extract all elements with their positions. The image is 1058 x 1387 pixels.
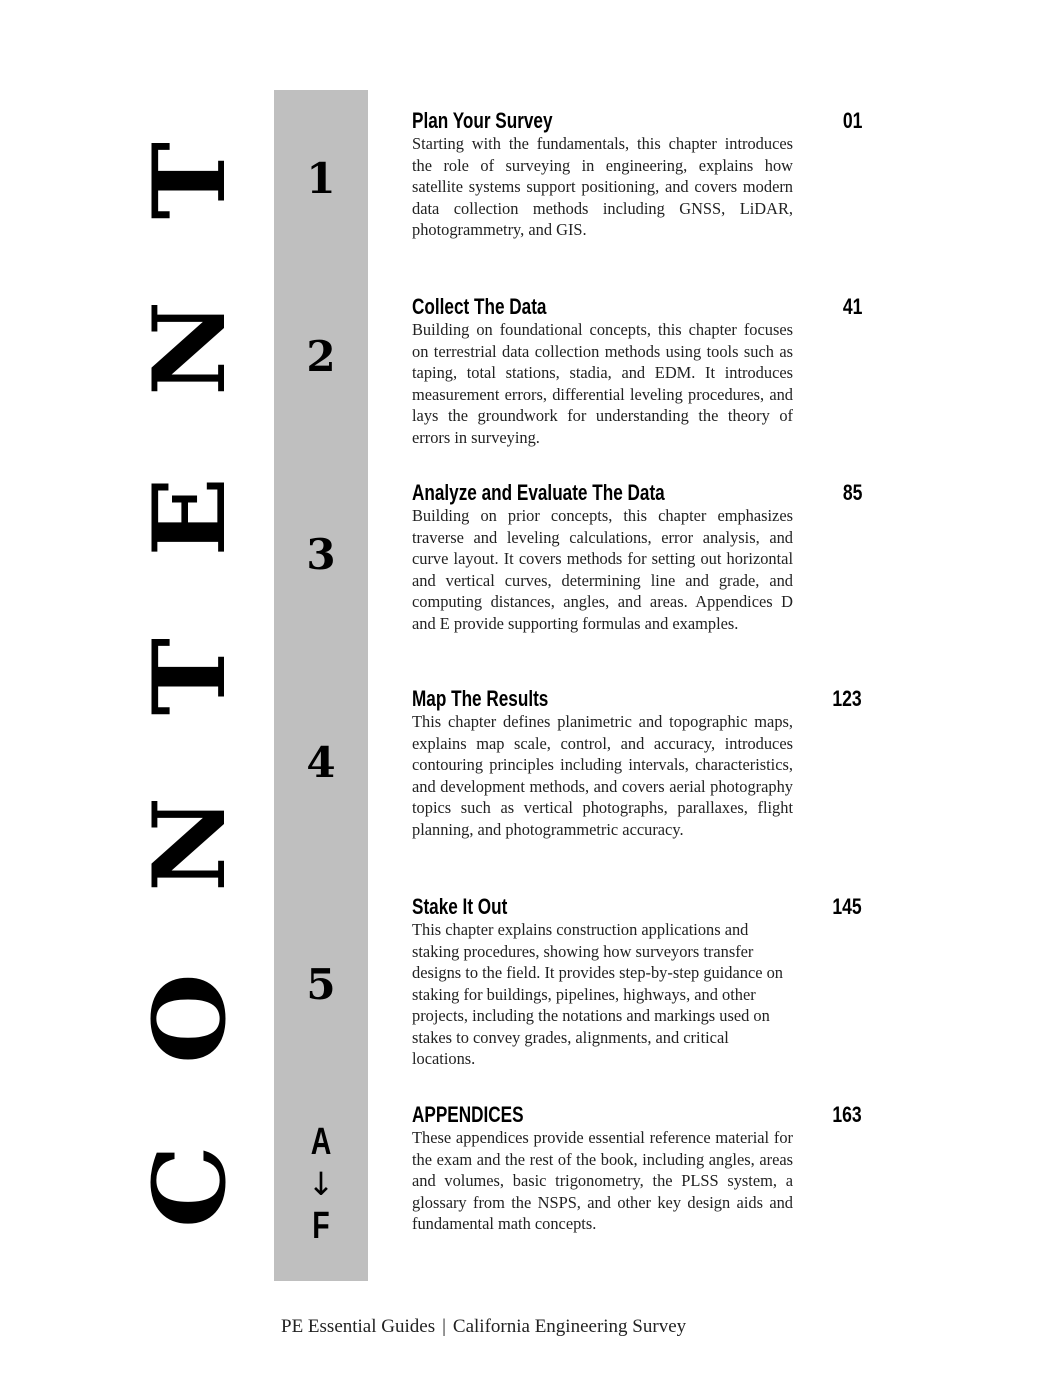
entry-title[interactable]: Collect The Data — [412, 294, 547, 319]
title-letter-o: O — [131, 973, 248, 1064]
appendix-marker-start: A — [310, 1121, 332, 1163]
footer-series: PE Essential Guides — [281, 1316, 436, 1337]
entry-description: Building on foundational concepts, this chapter focuses on terrestrial data collection methods using tools such as taping, total stations, stadia, and EDM. It introduces measurement errors, differential leveling procedures, and lays the groundwork for understanding the theory of errors in surveying. — [412, 320, 793, 447]
vertical-title — [131, 90, 248, 1280]
toc-entry-3[interactable] — [412, 480, 862, 634]
chapter-marker-1: 1 — [306, 154, 336, 203]
appendix-marker — [274, 1120, 368, 1248]
entry-title[interactable]: Stake It Out — [412, 894, 508, 919]
entry-title[interactable]: Map The Results — [412, 686, 549, 711]
toc-entry-1[interactable] — [412, 108, 862, 241]
title-letter-n: N — [131, 300, 248, 396]
entry-title[interactable]: Plan Your Survey — [412, 108, 553, 133]
title-letter-t: T — [131, 637, 248, 716]
footer-separator: | — [442, 1316, 446, 1337]
entry-page-number: 41 — [842, 294, 862, 319]
title-letter-n: N — [131, 796, 248, 892]
toc-entry-4[interactable] — [412, 686, 862, 840]
chapter-marker-2: 2 — [306, 332, 336, 381]
chapter-band — [274, 90, 368, 1281]
entry-description: Starting with the fundamentals, this chapter introduces the role of surveying in engineering, explains how satellite systems support positioning, and covers modern data collection methods including GNSS, LiDAR, photogrammetry, and GIS. — [412, 134, 793, 239]
down-arrow-icon: ↓ — [307, 1165, 335, 1203]
entry-page-number: 85 — [842, 480, 862, 505]
entry-page-number: 123 — [832, 686, 862, 711]
entry-description: Building on prior concepts, this chapter emphasizes traverse and leveling calculations, error analysis, and curve layout. It covers methods for setting out horizontal and vertical curves, determining line and grade, and computing distances, angles, and areas. Appendices D and E provide supporting formulas and examples. — [412, 506, 793, 633]
entry-page-number: 01 — [842, 108, 862, 133]
entry-page-number: 145 — [832, 894, 862, 919]
chapter-marker-5: 5 — [306, 960, 336, 1009]
entry-title[interactable]: Analyze and Evaluate The Data — [412, 480, 665, 505]
toc-entry-2[interactable] — [412, 294, 862, 448]
entry-title[interactable]: APPENDICES — [412, 1102, 524, 1127]
title-letter-c: C — [131, 1145, 248, 1228]
chapter-marker-4: 4 — [306, 738, 336, 787]
title-letter-t: T — [131, 142, 248, 220]
toc-entry-5[interactable] — [412, 894, 862, 1070]
appendix-marker-end: F — [312, 1205, 330, 1247]
toc-entry-appendices[interactable] — [412, 1102, 862, 1235]
chapter-marker-3: 3 — [306, 530, 336, 579]
title-letter-e: E — [131, 477, 248, 557]
entry-description: This chapter defines planimetric and topographic maps, explains map scale, control, and accuracy, introduces contouring principles including intervals, characteristics, and development methods, and covers aerial photography topics such as vertical photographs, parallaxes, flight planning, and photogrammetric accuracy. — [412, 712, 793, 839]
entry-description: These appendices provide essential reference material for the exam and the rest of the book, including angles, areas and volumes, basic trigonometry, the PLSS system, a glossary from the NSPS, and other key design aids and fundamental math concepts. — [412, 1128, 793, 1233]
entry-description: This chapter explains construction applications and staking procedures, showing how surveyors transfer designs to the field. It provides step-by-step guidance on staking for buildings, pipelines, highways, and other projects, including the notations and markings used on stakes to convey grades, alignments, and critical locations. — [412, 920, 783, 1068]
footer-book-title: California Engineering Survey — [452, 1316, 687, 1337]
entry-page-number: 163 — [832, 1102, 862, 1127]
